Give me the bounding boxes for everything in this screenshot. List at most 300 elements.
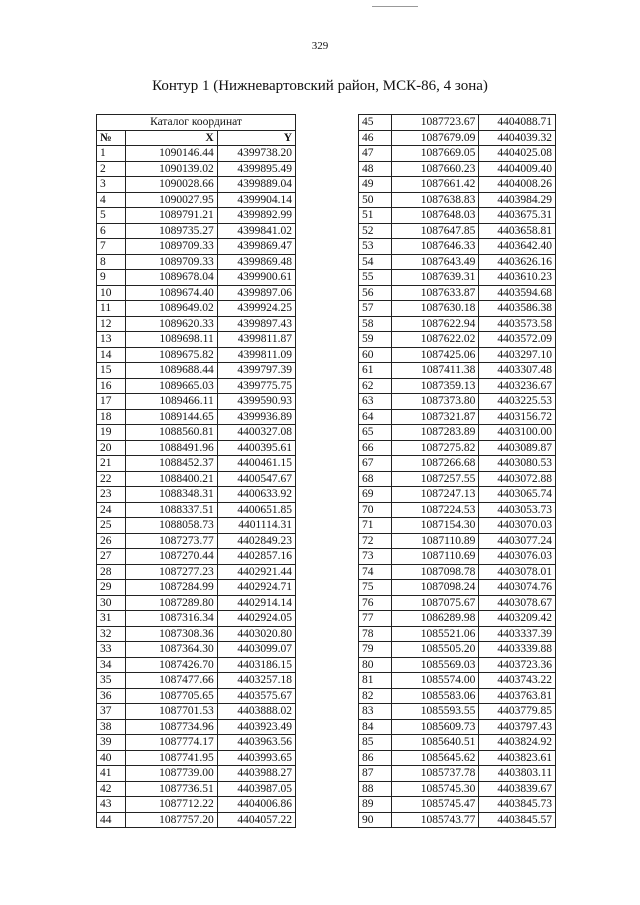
x-coordinate: 1087425.06: [391, 347, 479, 363]
x-coordinate: 1087224.53: [391, 502, 479, 518]
table-row: [97, 704, 296, 720]
x-coordinate: 1085609.73: [391, 719, 479, 735]
table-row: [97, 766, 296, 782]
point-number: 81: [359, 673, 392, 689]
x-coordinate: 1087477.66: [126, 673, 218, 689]
table-row: [97, 487, 296, 503]
x-coordinate: 1089735.27: [126, 223, 218, 239]
x-coordinate: 1087373.80: [391, 394, 479, 410]
x-coordinate: 1088058.73: [126, 518, 218, 534]
point-number: 74: [359, 564, 392, 580]
x-coordinate: 1085645.62: [391, 750, 479, 766]
y-coordinate: 4402921.44: [217, 564, 295, 580]
point-number: 15: [97, 363, 126, 379]
y-coordinate: 4403209.42: [479, 611, 556, 627]
y-coordinate: 4403963.56: [217, 735, 295, 751]
point-number: 10: [97, 285, 126, 301]
y-coordinate: 4403573.58: [479, 316, 556, 332]
x-coordinate: 1087273.77: [126, 533, 218, 549]
y-coordinate: 4403099.07: [217, 642, 295, 658]
coordinates-table-right: [358, 114, 556, 828]
x-coordinate: 1087426.70: [126, 657, 218, 673]
y-coordinate: 4403779.85: [479, 704, 556, 720]
table-row: [97, 347, 296, 363]
point-number: 80: [359, 657, 392, 673]
x-coordinate: 1088452.37: [126, 456, 218, 472]
table-row: [359, 580, 556, 596]
x-coordinate: 1089678.04: [126, 270, 218, 286]
table-row: [359, 115, 556, 131]
x-coordinate: 1087639.31: [391, 270, 479, 286]
x-coordinate: 1087364.30: [126, 642, 218, 658]
x-coordinate: 1085569.03: [391, 657, 479, 673]
point-number: 65: [359, 425, 392, 441]
table-row: [359, 223, 556, 239]
point-number: 73: [359, 549, 392, 565]
table-row: [97, 456, 296, 472]
point-number: 48: [359, 161, 392, 177]
y-coordinate: 4400633.92: [217, 487, 295, 503]
point-number: 55: [359, 270, 392, 286]
x-coordinate: 1087098.78: [391, 564, 479, 580]
table-row: [359, 316, 556, 332]
x-coordinate: 1089709.33: [126, 239, 218, 255]
y-coordinate: 4399590.93: [217, 394, 295, 410]
y-coordinate: 4403078.01: [479, 564, 556, 580]
table-row: [359, 409, 556, 425]
table-body-left: [97, 146, 296, 828]
table-row: [97, 580, 296, 596]
table-row: [359, 750, 556, 766]
x-coordinate: 1085640.51: [391, 735, 479, 751]
y-coordinate: 4403723.36: [479, 657, 556, 673]
point-number: 45: [359, 115, 392, 131]
x-coordinate: 1087723.67: [391, 115, 479, 131]
x-coordinate: 1087098.24: [391, 580, 479, 596]
y-coordinate: 4403337.39: [479, 626, 556, 642]
coordinates-table-left: [96, 114, 296, 828]
point-number: 25: [97, 518, 126, 534]
y-coordinate: 4404006.86: [217, 797, 295, 813]
y-coordinate: 4399897.06: [217, 285, 295, 301]
y-coordinate: 4403763.81: [479, 688, 556, 704]
x-coordinate: 1087643.49: [391, 254, 479, 270]
y-coordinate: 4403626.16: [479, 254, 556, 270]
point-number: 76: [359, 595, 392, 611]
point-number: 64: [359, 409, 392, 425]
table-row: [359, 146, 556, 162]
table-row: [97, 378, 296, 394]
y-coordinate: 4403923.49: [217, 719, 295, 735]
point-number: 77: [359, 611, 392, 627]
table-row: [359, 564, 556, 580]
x-coordinate: 1090027.95: [126, 192, 218, 208]
y-coordinate: 4399900.61: [217, 270, 295, 286]
x-coordinate: 1085505.20: [391, 642, 479, 658]
point-number: 18: [97, 409, 126, 425]
point-number: 58: [359, 316, 392, 332]
point-number: 40: [97, 750, 126, 766]
point-number: 43: [97, 797, 126, 813]
x-coordinate: 1087638.83: [391, 192, 479, 208]
x-coordinate: 1085743.77: [391, 812, 479, 828]
y-coordinate: 4404039.32: [479, 130, 556, 146]
point-number: 36: [97, 688, 126, 704]
x-coordinate: 1089674.40: [126, 285, 218, 301]
table-row: [359, 192, 556, 208]
x-coordinate: 1087669.05: [391, 146, 479, 162]
y-coordinate: 4403080.53: [479, 456, 556, 472]
x-coordinate: 1085745.30: [391, 781, 479, 797]
point-number: 6: [97, 223, 126, 239]
y-coordinate: 4403845.57: [479, 812, 556, 828]
x-coordinate: 1087705.65: [126, 688, 218, 704]
y-coordinate: 4403257.18: [217, 673, 295, 689]
x-coordinate: 1087308.36: [126, 626, 218, 642]
point-number: 44: [97, 812, 126, 828]
table-row: [359, 130, 556, 146]
x-coordinate: 1087622.02: [391, 332, 479, 348]
x-coordinate: 1089144.65: [126, 409, 218, 425]
y-coordinate: 4400461.15: [217, 456, 295, 472]
point-number: 26: [97, 533, 126, 549]
table-row: [97, 239, 296, 255]
table-row: [359, 549, 556, 565]
y-coordinate: 4403888.02: [217, 704, 295, 720]
y-coordinate: 4403074.76: [479, 580, 556, 596]
y-coordinate: 4403307.48: [479, 363, 556, 379]
table-body-right: [359, 115, 556, 828]
point-number: 66: [359, 440, 392, 456]
x-coordinate: 1087270.44: [126, 549, 218, 565]
point-number: 59: [359, 332, 392, 348]
point-number: 85: [359, 735, 392, 751]
y-coordinate: 4403065.74: [479, 487, 556, 503]
x-coordinate: 1088491.96: [126, 440, 218, 456]
point-number: 56: [359, 285, 392, 301]
table-row: [97, 146, 296, 162]
table-row: [359, 688, 556, 704]
point-number: 68: [359, 471, 392, 487]
y-coordinate: 4400651.85: [217, 502, 295, 518]
table-row: [359, 533, 556, 549]
page-number: 329: [311, 40, 329, 52]
table-row: [359, 177, 556, 193]
table-row: [97, 719, 296, 735]
table-row: [97, 161, 296, 177]
table-row: [97, 781, 296, 797]
point-number: 24: [97, 502, 126, 518]
y-coordinate: 4399904.14: [217, 192, 295, 208]
x-coordinate: 1087154.30: [391, 518, 479, 534]
y-coordinate: 4403743.22: [479, 673, 556, 689]
y-coordinate: 4403100.00: [479, 425, 556, 441]
y-coordinate: 4404057.22: [217, 812, 295, 828]
point-number: 12: [97, 316, 126, 332]
y-coordinate: 4399895.49: [217, 161, 295, 177]
point-number: 87: [359, 766, 392, 782]
point-number: 46: [359, 130, 392, 146]
y-coordinate: 4402924.71: [217, 580, 295, 596]
table-row: [97, 626, 296, 642]
point-number: 52: [359, 223, 392, 239]
point-number: 8: [97, 254, 126, 270]
x-coordinate: 1087661.42: [391, 177, 479, 193]
x-coordinate: 1087275.82: [391, 440, 479, 456]
x-coordinate: 1087321.87: [391, 409, 479, 425]
y-coordinate: 4403225.53: [479, 394, 556, 410]
table-row: [97, 332, 296, 348]
point-number: 38: [97, 719, 126, 735]
table-row: [359, 270, 556, 286]
y-coordinate: 4404025.08: [479, 146, 556, 162]
x-coordinate: 1085521.06: [391, 626, 479, 642]
table-row: [97, 394, 296, 410]
y-coordinate: 4404009.40: [479, 161, 556, 177]
y-coordinate: 4403236.67: [479, 378, 556, 394]
table-row: [97, 750, 296, 766]
x-coordinate: 1089698.11: [126, 332, 218, 348]
point-number: 70: [359, 502, 392, 518]
x-coordinate: 1089620.33: [126, 316, 218, 332]
y-coordinate: 4404088.71: [479, 115, 556, 131]
y-coordinate: 4399811.87: [217, 332, 295, 348]
x-coordinate: 1087647.85: [391, 223, 479, 239]
x-coordinate: 1089665.03: [126, 378, 218, 394]
table-row: [359, 285, 556, 301]
x-coordinate: 1088560.81: [126, 425, 218, 441]
table-row: [97, 502, 296, 518]
y-coordinate: 4402849.23: [217, 533, 295, 549]
point-number: 21: [97, 456, 126, 472]
point-number: 20: [97, 440, 126, 456]
point-number: 75: [359, 580, 392, 596]
point-number: 79: [359, 642, 392, 658]
x-coordinate: 1087110.69: [391, 549, 479, 565]
x-coordinate: 1090146.44: [126, 146, 218, 162]
table-row: [97, 595, 296, 611]
point-number: 3: [97, 177, 126, 193]
y-coordinate: 4403984.29: [479, 192, 556, 208]
x-coordinate: 1085574.00: [391, 673, 479, 689]
x-coordinate: 1087734.96: [126, 719, 218, 735]
point-number: 39: [97, 735, 126, 751]
y-coordinate: 4403572.09: [479, 332, 556, 348]
x-coordinate: 1087110.89: [391, 533, 479, 549]
x-coordinate: 1089709.33: [126, 254, 218, 270]
x-coordinate: 1087757.20: [126, 812, 218, 828]
table-row: [97, 657, 296, 673]
table-row: [97, 285, 296, 301]
y-coordinate: 4403610.23: [479, 270, 556, 286]
point-number: 86: [359, 750, 392, 766]
table-row: [359, 766, 556, 782]
point-number: 62: [359, 378, 392, 394]
y-coordinate: 4403642.40: [479, 239, 556, 255]
point-number: 89: [359, 797, 392, 813]
table-row: [97, 223, 296, 239]
table-row: [97, 425, 296, 441]
table-row: [359, 626, 556, 642]
x-coordinate: 1087622.94: [391, 316, 479, 332]
y-coordinate: 4403797.43: [479, 719, 556, 735]
table-row: [97, 673, 296, 689]
table-row: [359, 254, 556, 270]
table-row: [97, 254, 296, 270]
y-coordinate: 4400547.67: [217, 471, 295, 487]
table-row: [359, 719, 556, 735]
x-coordinate: 1087633.87: [391, 285, 479, 301]
y-coordinate: 4403823.61: [479, 750, 556, 766]
x-coordinate: 1085583.06: [391, 688, 479, 704]
x-coordinate: 1089675.82: [126, 347, 218, 363]
y-coordinate: 4400395.61: [217, 440, 295, 456]
y-coordinate: 4399775.75: [217, 378, 295, 394]
point-number: 7: [97, 239, 126, 255]
x-coordinate: 1087646.33: [391, 239, 479, 255]
y-coordinate: 4403824.92: [479, 735, 556, 751]
table-row: [359, 456, 556, 472]
table-row: [359, 781, 556, 797]
point-number: 49: [359, 177, 392, 193]
y-coordinate: 4399936.89: [217, 409, 295, 425]
y-coordinate: 4403658.81: [479, 223, 556, 239]
table-row: [359, 611, 556, 627]
table-row: [359, 425, 556, 441]
table-row: [97, 316, 296, 332]
table-row: [97, 797, 296, 813]
y-coordinate: 4403156.72: [479, 409, 556, 425]
page-title: Контур 1 (Нижневартовский район, МСК-86, 4 зона): [152, 78, 488, 94]
point-number: 14: [97, 347, 126, 363]
table-row: [359, 518, 556, 534]
x-coordinate: 1088337.51: [126, 502, 218, 518]
y-coordinate: 4403339.88: [479, 642, 556, 658]
x-coordinate: 1087266.68: [391, 456, 479, 472]
table-row: [97, 533, 296, 549]
point-number: 22: [97, 471, 126, 487]
x-coordinate: 1087774.17: [126, 735, 218, 751]
table-row: [97, 192, 296, 208]
x-coordinate: 1089649.02: [126, 301, 218, 317]
table-row: [359, 363, 556, 379]
y-coordinate: 4403988.27: [217, 766, 295, 782]
y-coordinate: 4399869.48: [217, 254, 295, 270]
table-row: [359, 471, 556, 487]
table-row: [359, 487, 556, 503]
y-coordinate: 4403020.80: [217, 626, 295, 642]
table-row: [359, 657, 556, 673]
table-row: [359, 642, 556, 658]
table-row: [359, 332, 556, 348]
table-row: [97, 518, 296, 534]
point-number: 23: [97, 487, 126, 503]
y-coordinate: 4403089.87: [479, 440, 556, 456]
table-row: [97, 611, 296, 627]
top-divider: [372, 6, 418, 7]
point-number: 31: [97, 611, 126, 627]
table-row: [359, 239, 556, 255]
table-row: [359, 394, 556, 410]
y-coordinate: 4403575.67: [217, 688, 295, 704]
y-coordinate: 4399869.47: [217, 239, 295, 255]
point-number: 88: [359, 781, 392, 797]
y-coordinate: 4399889.04: [217, 177, 295, 193]
x-coordinate: 1087741.95: [126, 750, 218, 766]
point-number: 78: [359, 626, 392, 642]
y-coordinate: 4403987.05: [217, 781, 295, 797]
y-coordinate: 4399738.20: [217, 146, 295, 162]
y-coordinate: 4400327.08: [217, 425, 295, 441]
y-coordinate: 4403186.15: [217, 657, 295, 673]
y-coordinate: 4399897.43: [217, 316, 295, 332]
point-number: 27: [97, 549, 126, 565]
table-row: [97, 177, 296, 193]
y-coordinate: 4402914.14: [217, 595, 295, 611]
x-coordinate: 1089791.21: [126, 208, 218, 224]
y-coordinate: 4402857.16: [217, 549, 295, 565]
point-number: 35: [97, 673, 126, 689]
x-coordinate: 1087739.00: [126, 766, 218, 782]
point-number: 71: [359, 518, 392, 534]
point-number: 51: [359, 208, 392, 224]
x-coordinate: 1087736.51: [126, 781, 218, 797]
x-coordinate: 1087075.67: [391, 595, 479, 611]
table-row: [97, 208, 296, 224]
y-coordinate: 4399924.25: [217, 301, 295, 317]
table-row: [97, 363, 296, 379]
point-number: 84: [359, 719, 392, 735]
y-coordinate: 4403993.65: [217, 750, 295, 766]
y-coordinate: 4403297.10: [479, 347, 556, 363]
point-number: 83: [359, 704, 392, 720]
point-number: 41: [97, 766, 126, 782]
x-coordinate: 1087712.22: [126, 797, 218, 813]
point-number: 69: [359, 487, 392, 503]
x-coordinate: 1088348.31: [126, 487, 218, 503]
x-coordinate: 1086289.98: [391, 611, 479, 627]
point-number: 37: [97, 704, 126, 720]
y-coordinate: 4399841.02: [217, 223, 295, 239]
column-header-x: X: [126, 130, 218, 146]
point-number: 29: [97, 580, 126, 596]
point-number: 54: [359, 254, 392, 270]
table-row: [97, 564, 296, 580]
x-coordinate: 1085737.78: [391, 766, 479, 782]
x-coordinate: 1087359.13: [391, 378, 479, 394]
table-row: [359, 673, 556, 689]
y-coordinate: 4401114.31: [217, 518, 295, 534]
point-number: 47: [359, 146, 392, 162]
x-coordinate: 1087277.23: [126, 564, 218, 580]
table-row: [359, 704, 556, 720]
column-header-number: №: [97, 130, 126, 146]
point-number: 13: [97, 332, 126, 348]
x-coordinate: 1087411.38: [391, 363, 479, 379]
table-row: [359, 378, 556, 394]
point-number: 72: [359, 533, 392, 549]
table-row: [97, 688, 296, 704]
y-coordinate: 4403072.88: [479, 471, 556, 487]
x-coordinate: 1085593.55: [391, 704, 479, 720]
x-coordinate: 1088400.21: [126, 471, 218, 487]
table-caption: Каталог координат: [97, 115, 296, 131]
y-coordinate: 4403076.03: [479, 549, 556, 565]
point-number: 34: [97, 657, 126, 673]
x-coordinate: 1090028.66: [126, 177, 218, 193]
point-number: 2: [97, 161, 126, 177]
table-row: [359, 502, 556, 518]
